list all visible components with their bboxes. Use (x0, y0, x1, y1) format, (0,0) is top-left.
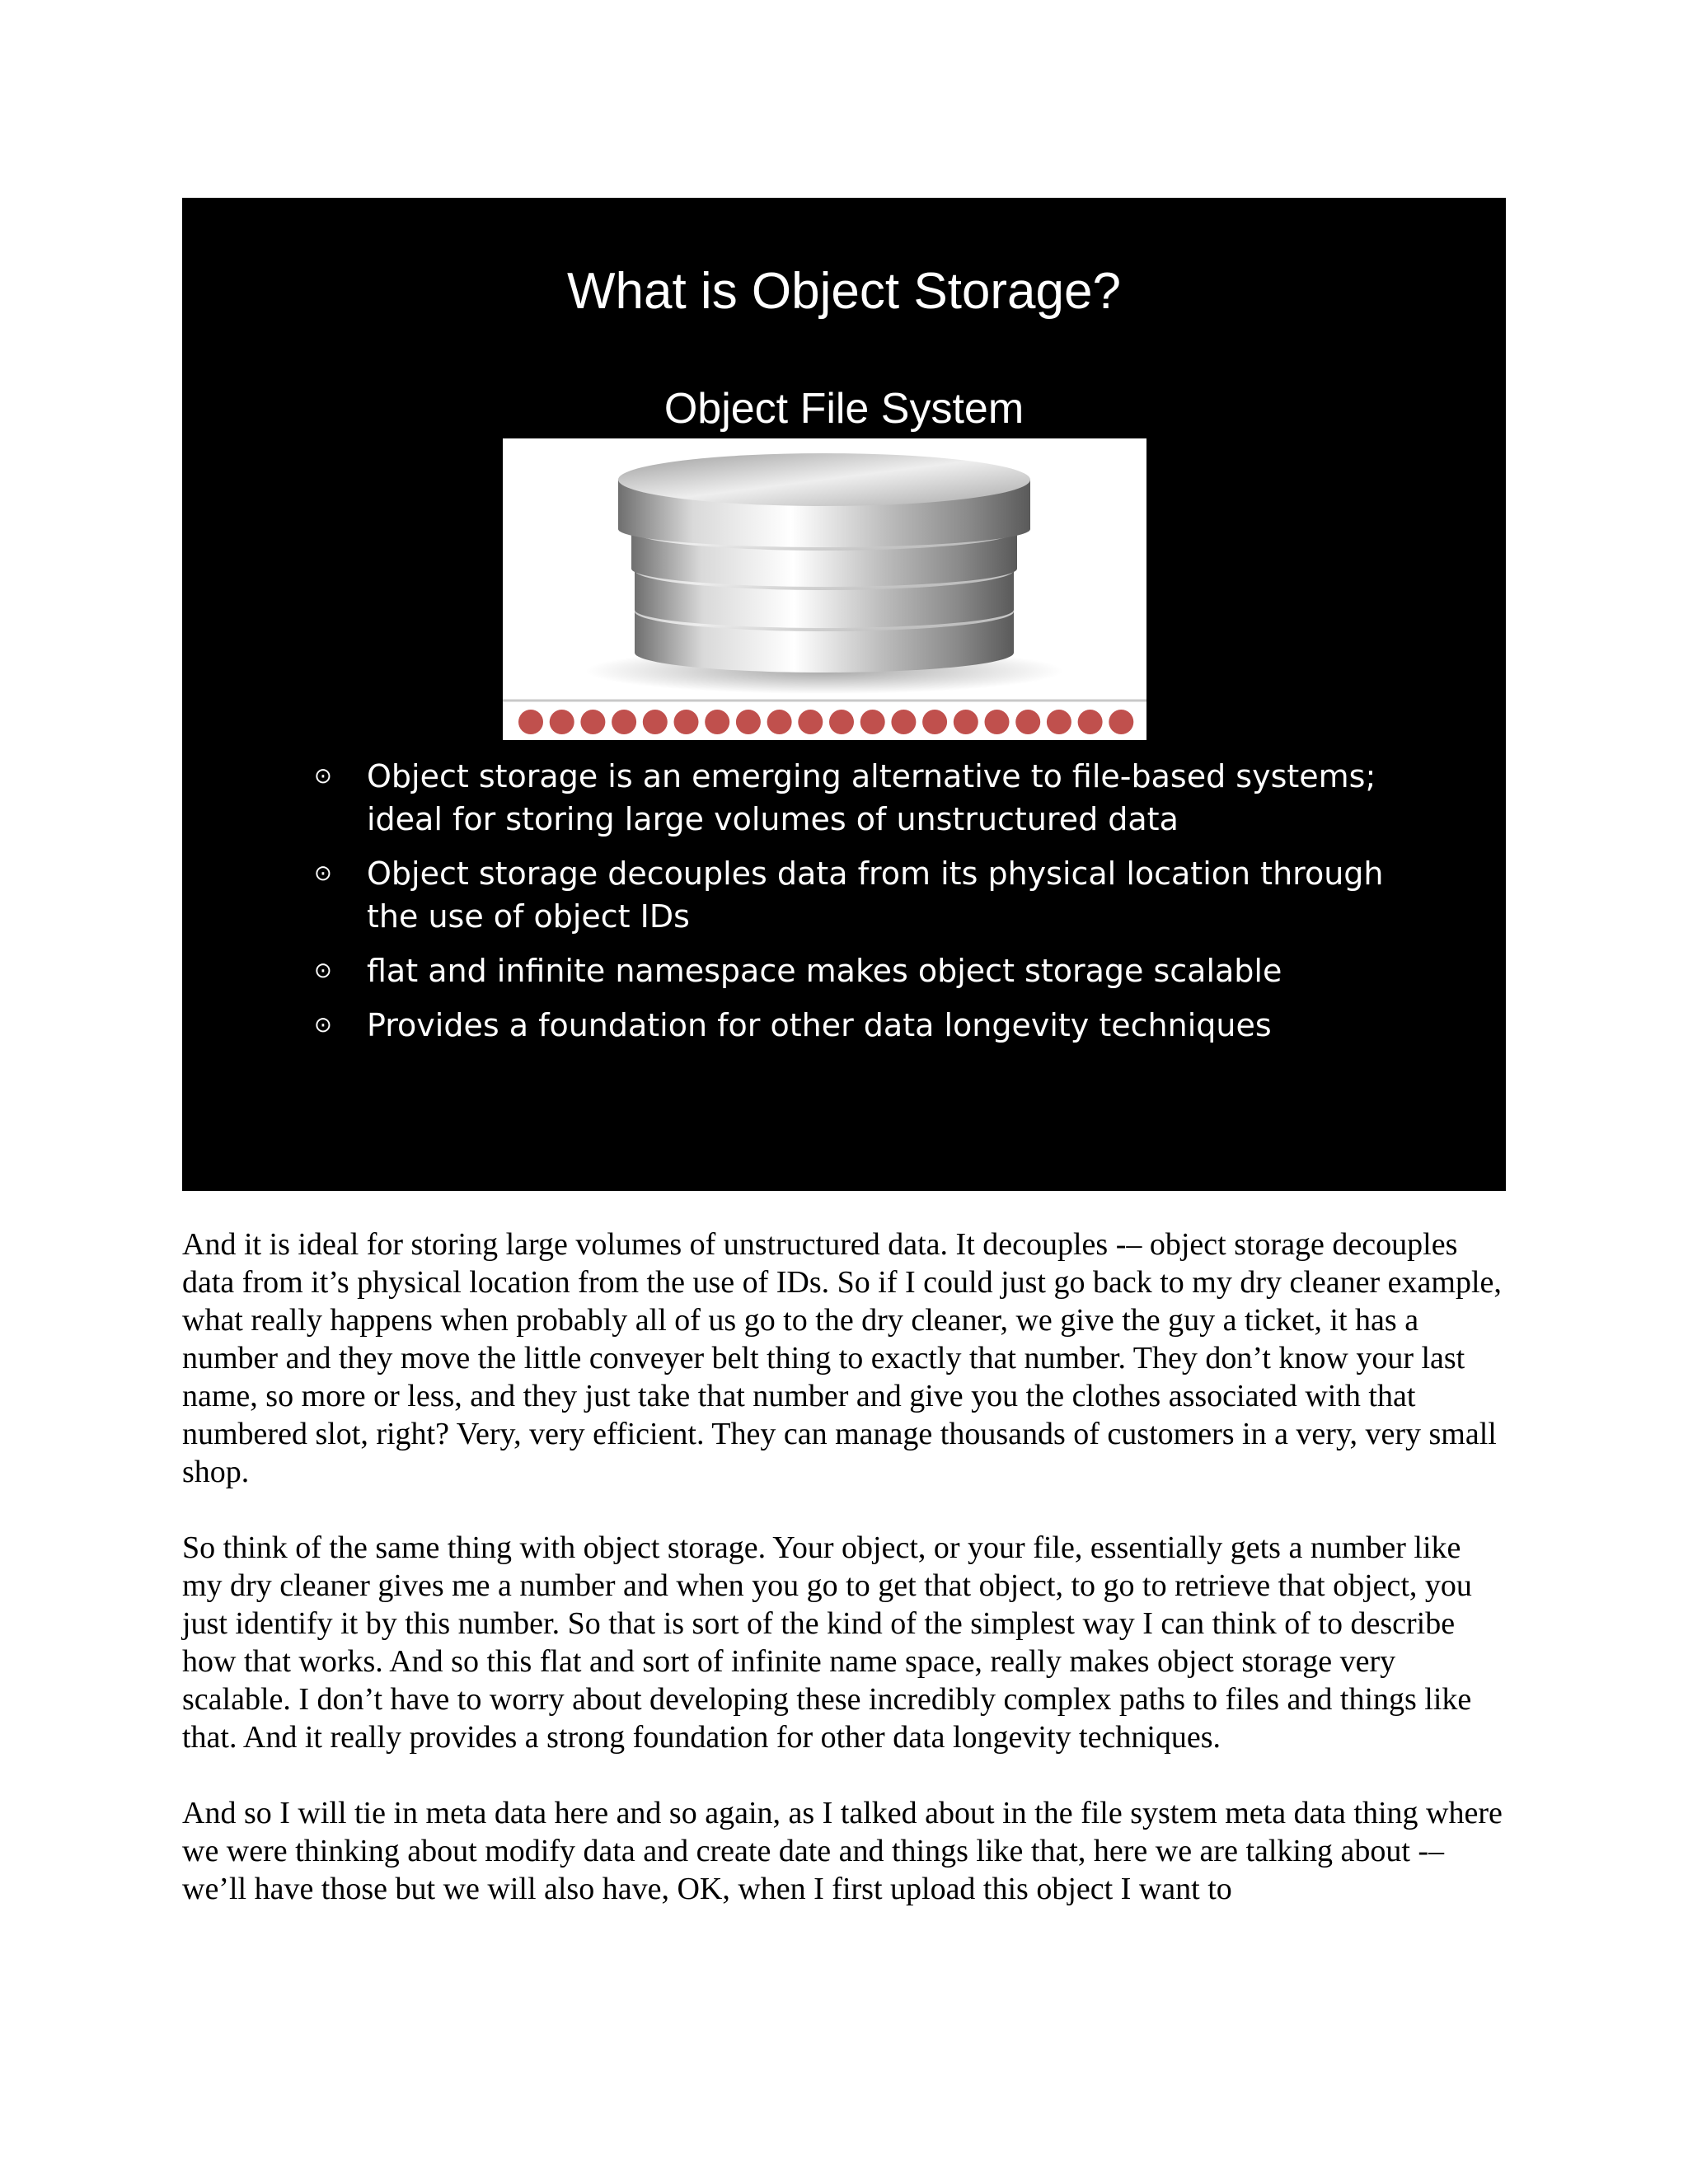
bullet-item (182, 755, 1506, 841)
conveyor-dot (518, 710, 543, 734)
circle-bullet-icon: ⊙ (314, 1013, 332, 1038)
disc-layer (618, 453, 1030, 547)
conveyor-dot (922, 710, 947, 734)
bullet-item (182, 852, 1506, 938)
conveyor-dot (1078, 710, 1103, 734)
storage-image (503, 438, 1146, 740)
transcript-paragraph: So think of the same thing with object storage. Your object, or your file, essentially gets a number like my dry cleaner gives me a number and when you go to get that object, to go to retrieve that object, you just identify it by this number. So that is sort of the kind of the simplest way I can think of to describe how that works. And so this flat and sort of infinite name space, really makes object storage very scalable. I don’t have to worry about developing these incredibly complex paths to files and things like that. And it really provides a strong foundation for other data longevity techniques. (182, 1530, 1472, 1755)
conveyor-dot (798, 710, 823, 734)
transcript-paragraph: And so I will tie in meta data here and so again, as I talked about in the file system meta data thing where we were thinking about modify data and create date and things like that, here we are talking about -– we’ll have those but we will also have, OK, when I first upload this object I want to (182, 1796, 1503, 1906)
slide-title: What is Object Storage? (567, 263, 1121, 320)
conveyor-dot (829, 710, 854, 734)
conveyor-dot (550, 710, 574, 734)
conveyor-dots (518, 710, 1133, 734)
conveyor-dot (580, 710, 605, 734)
conveyor-dot (674, 710, 699, 734)
bullet-item (182, 1004, 1506, 1047)
transcript-text (182, 1226, 1506, 1946)
conveyor-dot (985, 710, 1010, 734)
conveyor-dot (705, 710, 729, 734)
slide-subtitle: Object File System (663, 385, 1025, 433)
conveyor-dot (643, 710, 668, 734)
circle-bullet-icon: ⊙ (314, 764, 332, 789)
conveyor-dot (767, 710, 792, 734)
conveyor-dot (736, 710, 761, 734)
conveyor-dot (1015, 710, 1040, 734)
bullet-text: Provides a foundation for other data longevity techniques (367, 1007, 1272, 1043)
conveyor-dot (612, 710, 636, 734)
bullet-text: Object storage is an emerging alternative to file-based systems; ideal for storing large volumes of unstructured data (367, 758, 1376, 837)
conveyor-dot (891, 710, 916, 734)
transcript-paragraph: And it is ideal for storing large volumes of unstructured data. It decouples -– object storage decouples data from it’s physical location from the use of IDs. So if I could just go back to my dry cleaner example, what really happens when probably all of us go to the dry cleaner, we give the guy a ticket, it has a number and they move the little conveyer belt thing to exactly that number. They don’t know your last name, so more or less, and they just take that number and give you the clothes associated with that numbered slot, right? Very, very efficient. They can manage thousands of customers in a very, very small shop. (182, 1227, 1502, 1489)
slide (182, 198, 1506, 1191)
conveyor-dot (1047, 710, 1071, 734)
conveyor-dot (954, 710, 978, 734)
circle-bullet-icon: ⊙ (314, 958, 332, 983)
database-storage-icon (503, 438, 1146, 740)
bullet-text: Object storage decouples data from its physical location through the use of object IDs (367, 855, 1384, 935)
bullet-item (182, 949, 1506, 992)
conveyor-dot (1109, 710, 1133, 734)
circle-bullet-icon: ⊙ (314, 861, 332, 886)
conveyor-dot (860, 710, 885, 734)
bullet-text: flat and infinite namespace makes object storage scalable (367, 953, 1282, 989)
bullet-list (182, 755, 1506, 1058)
